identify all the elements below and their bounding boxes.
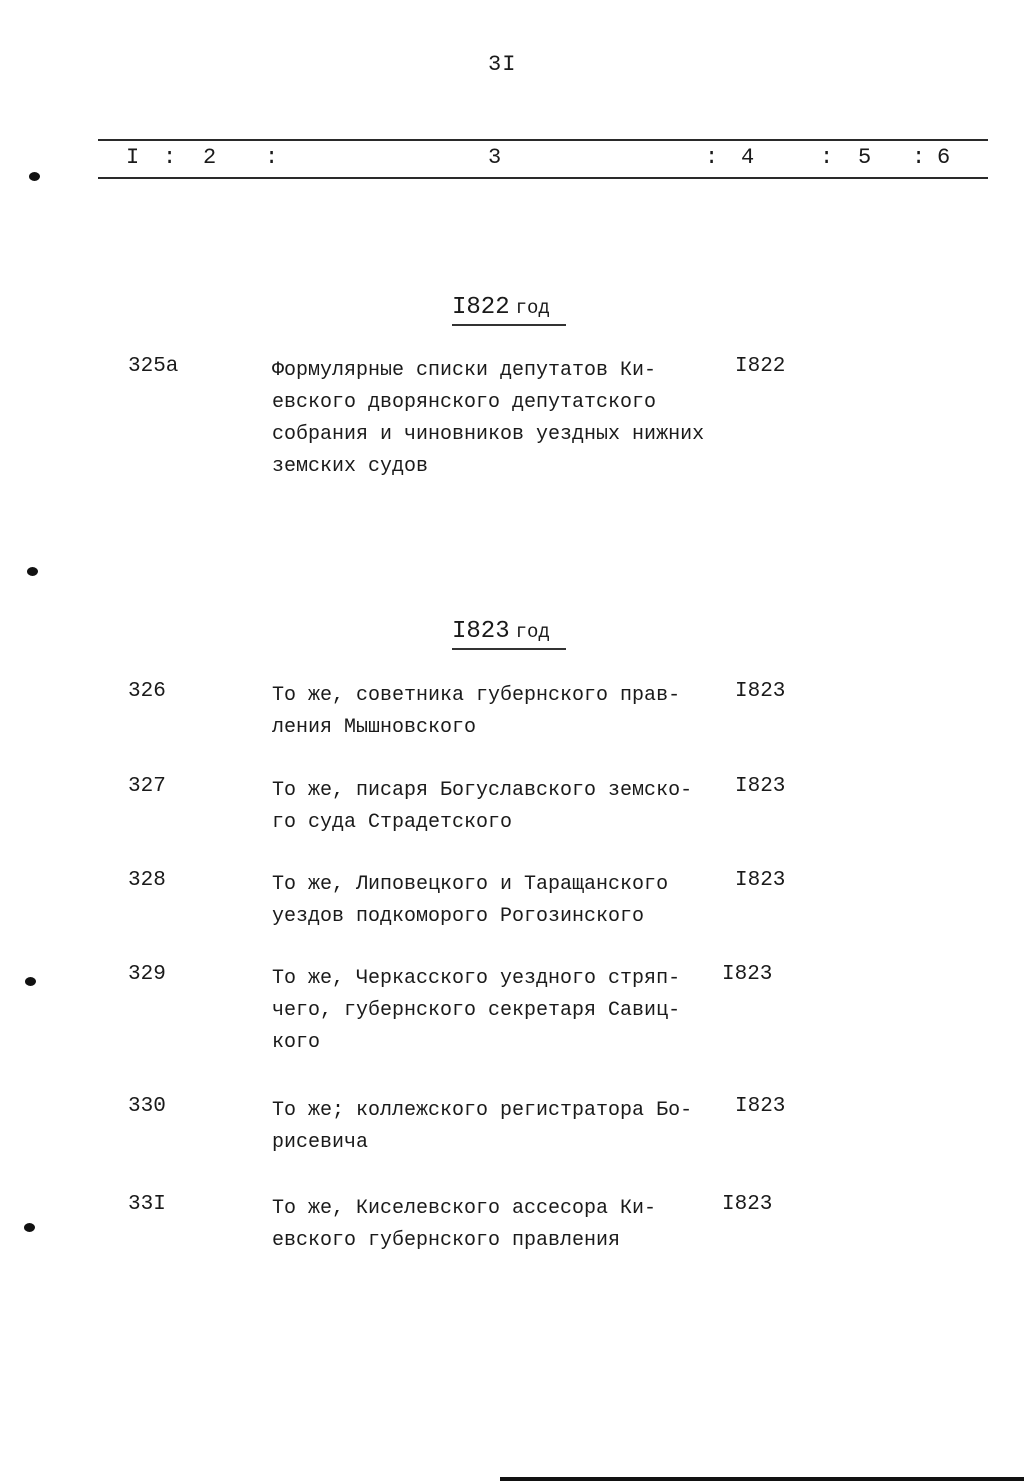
section-heading-1822 (452, 294, 566, 326)
entry-number: 329 (128, 963, 166, 986)
header-rule-bottom (98, 177, 988, 179)
column-separator: : (705, 145, 719, 170)
description-line: То же, Киселевского ассесора Ки- (272, 1197, 657, 1220)
column-header-1: I (126, 145, 140, 170)
section-year-word: год (515, 621, 550, 643)
punch-hole-mark (29, 172, 40, 181)
entry-date: I823 (735, 775, 786, 798)
description-line: Формулярные списки депутатов Ки- (272, 359, 657, 382)
section-heading-1823 (452, 618, 566, 650)
header-rule-top (98, 139, 988, 141)
page-number: 3I (488, 52, 517, 77)
description-line: То же, писаря Богуславского земско- (272, 779, 693, 802)
entry-description (272, 869, 752, 933)
entry-number: 325а (128, 355, 179, 378)
description-line: земских судов (272, 455, 429, 478)
column-header-5: 5 (858, 145, 872, 170)
description-line: То же, Черкасского уездного стряп- (272, 967, 681, 990)
column-header-6: 6 (937, 145, 951, 170)
column-header-2: 2 (203, 145, 217, 170)
punch-hole-mark (27, 567, 38, 576)
entry-date: I823 (722, 963, 773, 986)
entry-description (272, 775, 752, 839)
entry-date: I823 (722, 1193, 773, 1216)
section-year: I823 (452, 618, 510, 645)
entry-description (272, 1095, 752, 1159)
description-line: То же; коллежского регистратора Бо- (272, 1099, 693, 1122)
column-separator: : (820, 145, 834, 170)
entry-number: 33I (128, 1193, 166, 1216)
entry-description (272, 355, 752, 483)
column-header-3: 3 (488, 145, 502, 170)
description-line: уездов подкоморого Рогозинского (272, 905, 645, 928)
description-line: чего, губернского секретаря Савиц- (272, 999, 681, 1022)
entry-description (272, 1193, 752, 1257)
description-line: евского дворянского депутатского (272, 391, 657, 414)
description-line: То же, Липовецкого и Таращанского (272, 873, 669, 896)
entry-number: 330 (128, 1095, 166, 1118)
description-line: го суда Страдетского (272, 811, 513, 834)
column-separator: : (912, 145, 926, 170)
description-line: ления Мышновского (272, 716, 477, 739)
column-separator: : (265, 145, 279, 170)
section-year-word: год (515, 297, 550, 319)
description-line: собрания и чиновников уездных нижних (272, 423, 705, 446)
punch-hole-mark (24, 1223, 35, 1232)
section-year: I822 (452, 294, 510, 321)
description-line: кого (272, 1031, 321, 1054)
description-line: рисевича (272, 1131, 369, 1154)
entry-date: I823 (735, 869, 786, 892)
entry-number: 326 (128, 680, 166, 703)
entry-date: I823 (735, 680, 786, 703)
description-line: евского губернского правления (272, 1229, 621, 1252)
punch-hole-mark (25, 977, 36, 986)
description-line: То же, советника губернского прав- (272, 684, 681, 707)
entry-number: 328 (128, 869, 166, 892)
entry-number: 327 (128, 775, 166, 798)
column-header-4: 4 (741, 145, 755, 170)
entry-date: I823 (735, 1095, 786, 1118)
page-bottom-edge (500, 1477, 1024, 1481)
entry-description (272, 680, 752, 744)
column-separator: : (163, 145, 177, 170)
entry-date: I822 (735, 355, 786, 378)
entry-description (272, 963, 752, 1059)
